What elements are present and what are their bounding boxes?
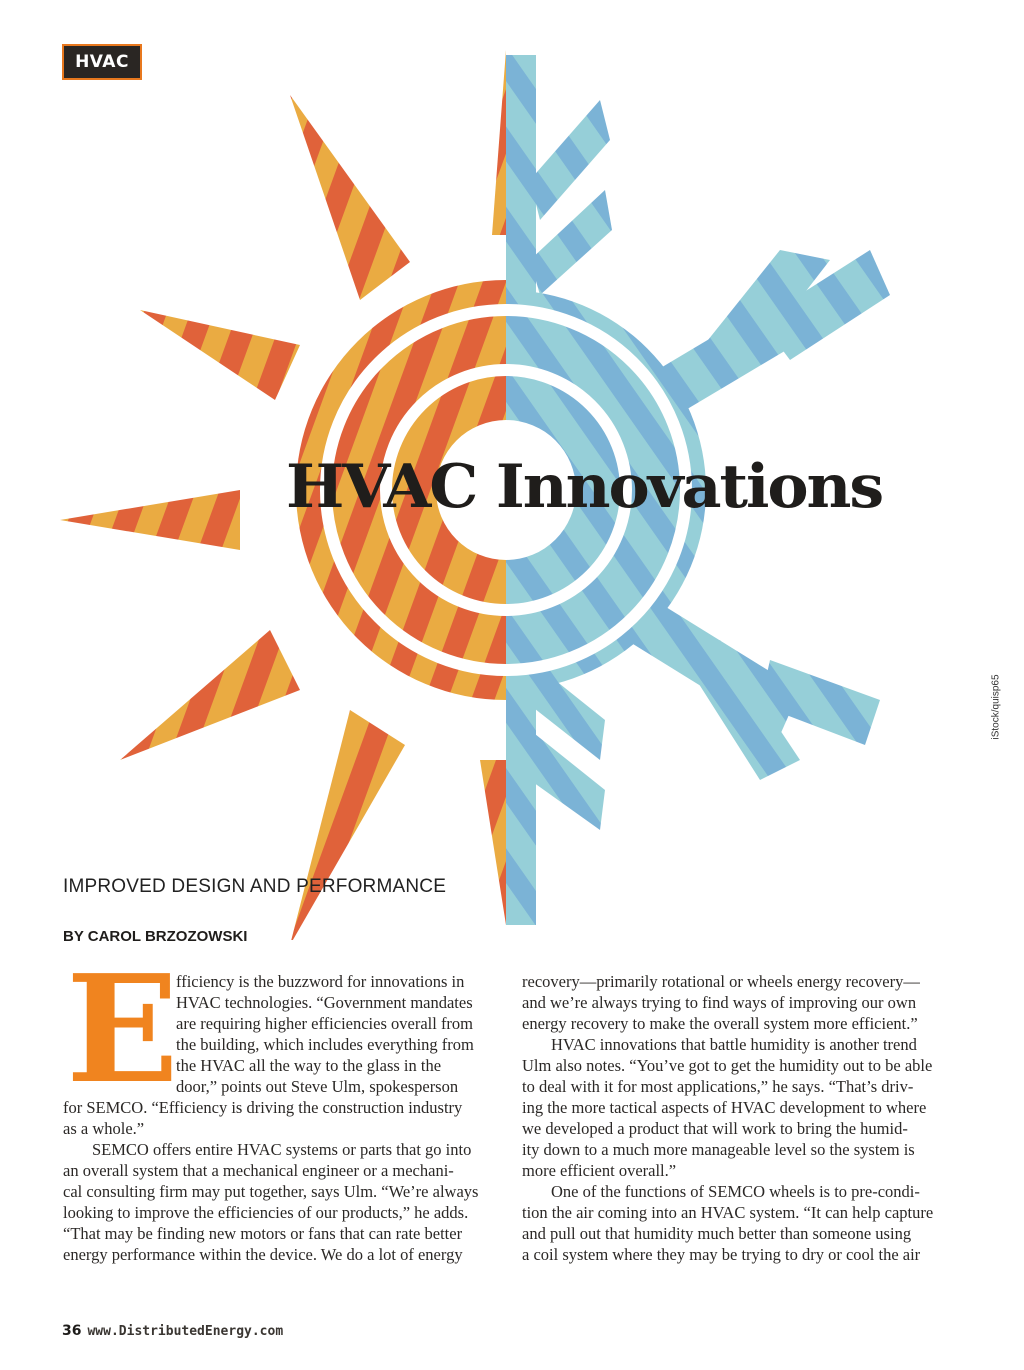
article-deck: IMPROVED DESIGN AND PERFORMANCE — [63, 876, 447, 897]
text-line: the building, which includes everything from — [176, 1035, 474, 1054]
text-line: as a whole.” — [63, 1119, 145, 1138]
byline: BY CAROL BRZOZOWSKI — [63, 928, 248, 945]
article-title: HVAC Innovations — [286, 452, 883, 522]
text-line: we developed a product that will work to bring the humid- — [522, 1119, 908, 1138]
text-line: HVAC innovations that battle humidity is another trend — [551, 1035, 917, 1054]
text-line: ity down to a much more manageable level so the system is — [522, 1140, 915, 1159]
page-footer — [62, 1323, 283, 1339]
text-line: One of the functions of SEMCO wheels is to pre-condi- — [551, 1182, 920, 1201]
text-line: SEMCO offers entire HVAC systems or parts that go into — [92, 1140, 472, 1159]
text-line: more efficient overall.” — [522, 1161, 677, 1180]
section-tag-label: HVAC — [75, 52, 129, 72]
text-line: fficiency is the buzzword for innovations in — [176, 972, 465, 991]
article-column-1 — [63, 971, 495, 1265]
text-line: tion the air coming into an HVAC system. “It can help capture — [522, 1203, 934, 1222]
text-line: the HVAC all the way to the glass in the — [176, 1056, 442, 1075]
article-column-2 — [522, 971, 952, 1265]
drop-cap: E — [66, 942, 179, 1116]
text-line: “That may be finding new motors or fans that can rate better — [63, 1224, 463, 1243]
text-line: door,” points out Steve Ulm, spokesperson — [176, 1077, 459, 1096]
text-line: an overall system that a mechanical engineer or a mechani- — [63, 1161, 454, 1180]
photo-credit — [986, 670, 1006, 740]
text-line: and pull out that humidity much better than someone using — [522, 1224, 912, 1243]
text-line: ing the more tactical aspects of HVAC development to where — [522, 1098, 927, 1117]
text-line: a coil system where they may be trying to dry or cool the air — [522, 1245, 921, 1264]
text-line: energy recovery to make the overall system more efficient.” — [522, 1014, 918, 1033]
text-line: Ulm also notes. “You’ve got to get the humidity out to be able — [522, 1056, 933, 1075]
footer-url[interactable]: www.DistributedEnergy.com — [87, 1324, 284, 1339]
text-line: looking to improve the efficiencies of our products,” he adds. — [63, 1203, 469, 1222]
text-line: cal consulting firm may put together, says Ulm. “We’re always — [63, 1182, 479, 1201]
text-line: energy performance within the device. We do a lot of energy — [63, 1245, 463, 1264]
text-line: to deal with it for most applications,” he says. “That’s driv- — [522, 1077, 914, 1096]
text-line: recovery—primarily rotational or wheels energy recovery— — [522, 972, 920, 991]
text-line: are requiring higher efficiencies overall from — [176, 1014, 474, 1033]
text-line: and we’re always trying to find ways of improving our own — [522, 993, 917, 1012]
page-number: 36 — [62, 1323, 82, 1339]
text-line: HVAC technologies. “Government mandates — [176, 993, 473, 1012]
text-line: for SEMCO. “Efficiency is driving the construction industry — [63, 1098, 463, 1117]
photo-credit-text: iStock/quisp65 — [990, 674, 1002, 740]
